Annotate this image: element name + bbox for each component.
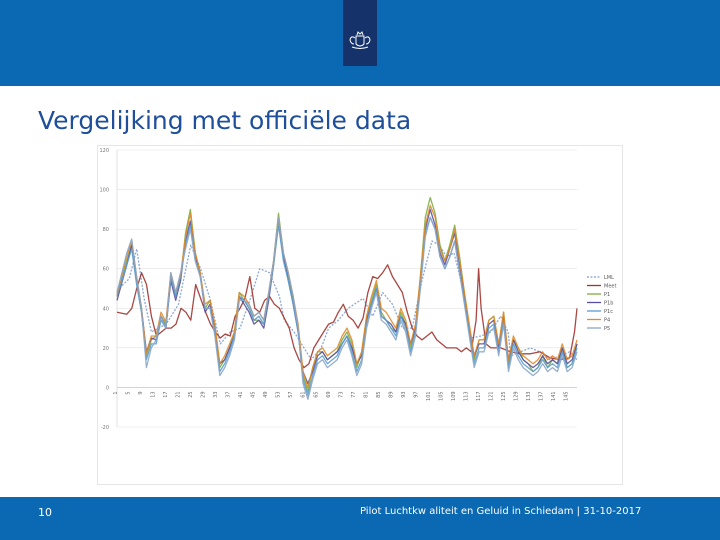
y-tick-label: -20 bbox=[100, 425, 109, 431]
y-tick-label: 40 bbox=[102, 306, 109, 313]
x-tick-label: 141 bbox=[551, 391, 558, 401]
x-tick-label: 113 bbox=[463, 391, 470, 401]
page-number: 10 bbox=[38, 506, 52, 519]
legend-label: P5 bbox=[604, 326, 611, 332]
x-tick-label: 5 bbox=[125, 391, 132, 395]
y-tick-label: 20 bbox=[102, 345, 109, 352]
x-tick-label: 97 bbox=[413, 391, 420, 398]
x-tick-label: 133 bbox=[526, 391, 533, 401]
y-tick-label: 80 bbox=[102, 227, 109, 234]
legend-label: P1 bbox=[604, 292, 611, 298]
x-tick-label: 101 bbox=[425, 391, 432, 401]
x-tick-label: 13 bbox=[150, 391, 157, 398]
line-chart bbox=[97, 145, 623, 485]
x-tick-label: 17 bbox=[163, 391, 170, 398]
legend-label: Meet bbox=[604, 283, 617, 290]
x-tick-label: 45 bbox=[250, 391, 257, 398]
y-tick-label: 0 bbox=[105, 385, 109, 392]
chart-frame bbox=[98, 146, 623, 485]
x-tick-label: 29 bbox=[200, 391, 207, 398]
x-tick-label: 121 bbox=[488, 391, 495, 401]
x-tick-label: 1 bbox=[113, 391, 119, 395]
x-tick-label: 25 bbox=[188, 391, 195, 398]
x-tick-label: 49 bbox=[263, 391, 270, 398]
x-tick-label: 37 bbox=[225, 391, 232, 398]
x-tick-label: 137 bbox=[538, 391, 545, 401]
legend-label: P1b bbox=[604, 300, 614, 307]
x-tick-label: 145 bbox=[563, 391, 570, 401]
x-tick-label: 109 bbox=[450, 391, 457, 401]
x-tick-label: 65 bbox=[313, 391, 320, 398]
footer-bar bbox=[0, 497, 720, 540]
y-tick-label: 60 bbox=[102, 266, 109, 273]
x-tick-label: 33 bbox=[213, 391, 220, 398]
legend-label: P4 bbox=[604, 317, 611, 324]
x-tick-label: 93 bbox=[400, 391, 407, 398]
y-tick-label: 120 bbox=[99, 148, 109, 154]
y-tick-label: 100 bbox=[99, 187, 109, 194]
logo-block bbox=[343, 0, 377, 66]
x-tick-label: 105 bbox=[438, 391, 445, 401]
x-tick-label: 125 bbox=[501, 391, 508, 401]
royal-coat-of-arms-icon bbox=[343, 0, 377, 66]
x-tick-label: 85 bbox=[375, 391, 382, 398]
x-tick-label: 69 bbox=[325, 391, 332, 398]
x-tick-label: 77 bbox=[350, 391, 357, 398]
x-tick-label: 21 bbox=[175, 391, 182, 398]
x-tick-label: 73 bbox=[338, 391, 345, 398]
x-tick-label: 129 bbox=[513, 391, 520, 401]
legend-label: LML bbox=[604, 275, 614, 281]
x-tick-label: 53 bbox=[275, 391, 282, 398]
slide-title: Vergelijking met officiële data bbox=[38, 106, 412, 135]
x-tick-label: 57 bbox=[288, 391, 295, 398]
x-tick-label: 61 bbox=[300, 391, 307, 398]
header-bar bbox=[0, 0, 720, 86]
x-tick-label: 81 bbox=[363, 391, 370, 398]
x-tick-label: 89 bbox=[388, 391, 395, 398]
legend-label: P1c bbox=[604, 309, 613, 315]
x-tick-label: 117 bbox=[475, 391, 482, 401]
chart-container bbox=[97, 145, 623, 485]
x-tick-label: 41 bbox=[238, 391, 245, 398]
x-tick-label: 9 bbox=[138, 391, 145, 395]
footer-text: Pilot Luchtkw aliteit en Geluid in Schiedam | 31-10-2017 bbox=[360, 506, 642, 517]
